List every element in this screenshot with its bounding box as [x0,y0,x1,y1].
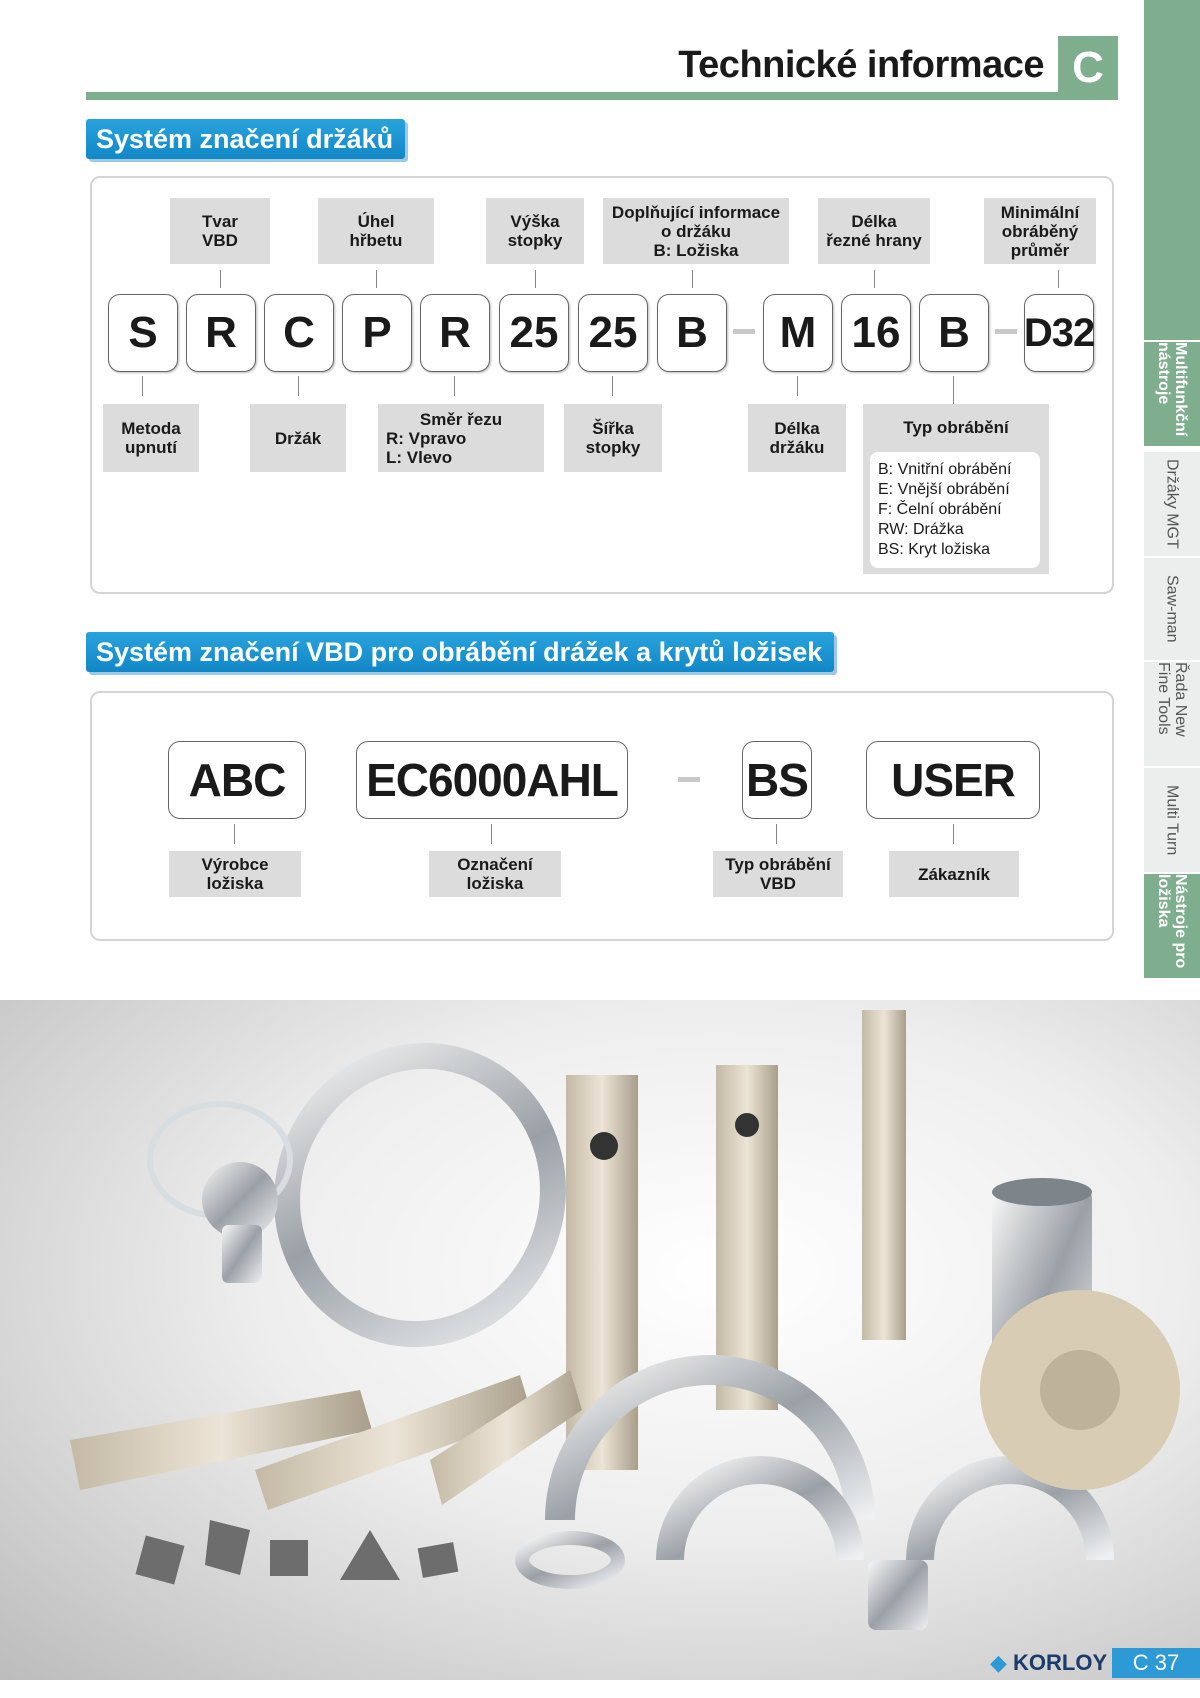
side-tab-label: Držáky MGT [1163,459,1181,549]
label-bearing-maker [169,851,301,897]
label-line: stopky [585,438,641,457]
list-item: BS: Kryt ložiska [878,541,991,558]
code-box-insert-type: BS [742,741,812,819]
label-line: Délka [851,212,897,231]
section-heading-insert-system: Systém značení VBD pro obrábění drážek a krytů ložisek [86,632,834,672]
label-customer [889,851,1019,897]
code-box-extra: B [657,294,727,372]
label-bearing-designation [429,851,561,897]
label-line: držáku [769,438,825,457]
code-box-holder-length: M [763,294,833,372]
label-line: o držáku [661,221,731,241]
side-tab-multi-turn[interactable] [1144,768,1200,874]
code-box-customer: USER [866,741,1040,819]
connector-line [454,376,455,396]
label-line: ložiska [206,874,264,893]
code-box-clearance: P [342,294,412,372]
side-tab-strip [1144,0,1200,980]
label-line: řezné hrany [826,231,922,250]
label-line: Směr řezu [419,409,503,429]
side-tab-label: Multi Turn [1163,784,1181,856]
connector-line [220,270,221,288]
label-line: Zákazník [918,864,990,884]
label-holder-length [748,404,846,472]
separator-dash [733,329,755,334]
list-item: RW: Drážka [878,521,964,538]
side-tab-label: Řada New Fine Tools [1155,662,1189,737]
label-line: VBD [760,874,796,893]
label-insert-type [713,851,843,897]
label-line: Metoda [121,419,181,438]
connector-line [953,376,954,406]
connector-line [491,824,492,844]
label-line: Doplňující informace [611,202,781,222]
label-extra-info [603,198,789,264]
list-item: B: Vnitřní obrábění [878,461,1012,478]
label-line: Typ obrábění [903,418,1009,437]
label-line: VBD [202,231,238,250]
connector-line [376,270,377,288]
side-tab-new-fine-tools[interactable] [1144,662,1200,768]
section-letter-badge: C [1058,36,1118,100]
label-line: průměr [1010,240,1070,260]
connector-line [142,376,143,396]
connector-line [776,824,777,844]
header-rule [86,92,1118,100]
connector-line [535,270,536,288]
machining-type-list [870,452,1040,568]
page-number: C 37 [1112,1648,1200,1678]
logo-mark-icon: ◆ [990,1650,1007,1675]
label-line: B: Ložiska [653,240,739,260]
label-line: L: Vlevo [386,447,453,467]
product-photo [0,1000,1200,1680]
label-line: Označení [457,855,533,874]
side-tab-saw-man[interactable] [1144,558,1200,662]
label-line: upnutí [125,438,177,457]
connector-line [234,824,235,844]
code-box-shank-width: 25 [578,294,648,372]
label-clearance-angle [318,198,434,264]
code-box-holder: C [264,294,334,372]
connector-line [874,270,875,288]
code-box-bearing-designation: EC6000AHL [356,741,628,819]
separator-dash [995,329,1017,334]
label-line: stopky [507,231,563,250]
label-holder: Držák [250,404,346,472]
label-line: Úhel [357,212,395,231]
label-min-diameter [984,198,1096,264]
page-title: Technické informace [678,44,1044,86]
side-tab-top-block [1144,0,1200,340]
code-box-insert-shape: R [186,294,256,372]
label-line: Délka [774,419,820,438]
label-shank-width [564,404,662,472]
brand-name: KORLOY [1013,1650,1108,1675]
side-tab-mgt[interactable] [1144,452,1200,558]
label-line: Výška [510,212,560,231]
side-tab-label: Nástroje pro ložiska [1155,874,1189,969]
connector-line [298,376,299,396]
label-line: hřbetu [349,231,403,250]
code-box-min-diameter: D32 [1024,294,1094,372]
label-line: Tvar [202,212,238,231]
code-box-machining-type: B [919,294,989,372]
label-line: Minimální [1000,202,1080,222]
list-item: F: Čelní obrábění [878,501,1002,518]
label-clamping [103,404,199,472]
label-insert-shape [170,198,270,264]
code-box-clamping: S [108,294,178,372]
side-tab-multifunction[interactable] [1144,342,1200,448]
label-line: Typ obrábění [725,855,831,874]
label-direction [378,404,544,472]
code-box-edge-length: 16 [841,294,911,372]
label-line: Šířka [592,419,634,438]
code-box-shank-height: 25 [499,294,569,372]
section-heading-holder-system: Systém značení držáků [86,119,405,159]
side-tab-label: Saw-man [1163,575,1181,643]
brand-logo [990,1650,1107,1676]
code-box-direction: R [420,294,490,372]
label-line: obráběný [1001,221,1079,241]
code-box-bearing-maker: ABC [168,741,306,819]
label-edge-length [818,198,930,264]
connector-line [953,824,954,844]
label-shank-height [486,198,584,264]
connector-line [612,376,613,396]
side-tab-label: Multifunkční nástroje [1155,342,1189,437]
connector-line [797,376,798,396]
connector-line [692,270,693,288]
label-line: ložiska [466,874,524,893]
label-line: R: Vpravo [386,428,467,448]
list-item: E: Vnější obrábění [878,481,1010,498]
product-photo-illustration [0,1000,1200,1680]
separator-dash [678,777,700,782]
connector-line [1058,270,1059,288]
side-tab-bearing-tools[interactable] [1144,874,1200,980]
label-line: Výrobce [201,855,269,874]
